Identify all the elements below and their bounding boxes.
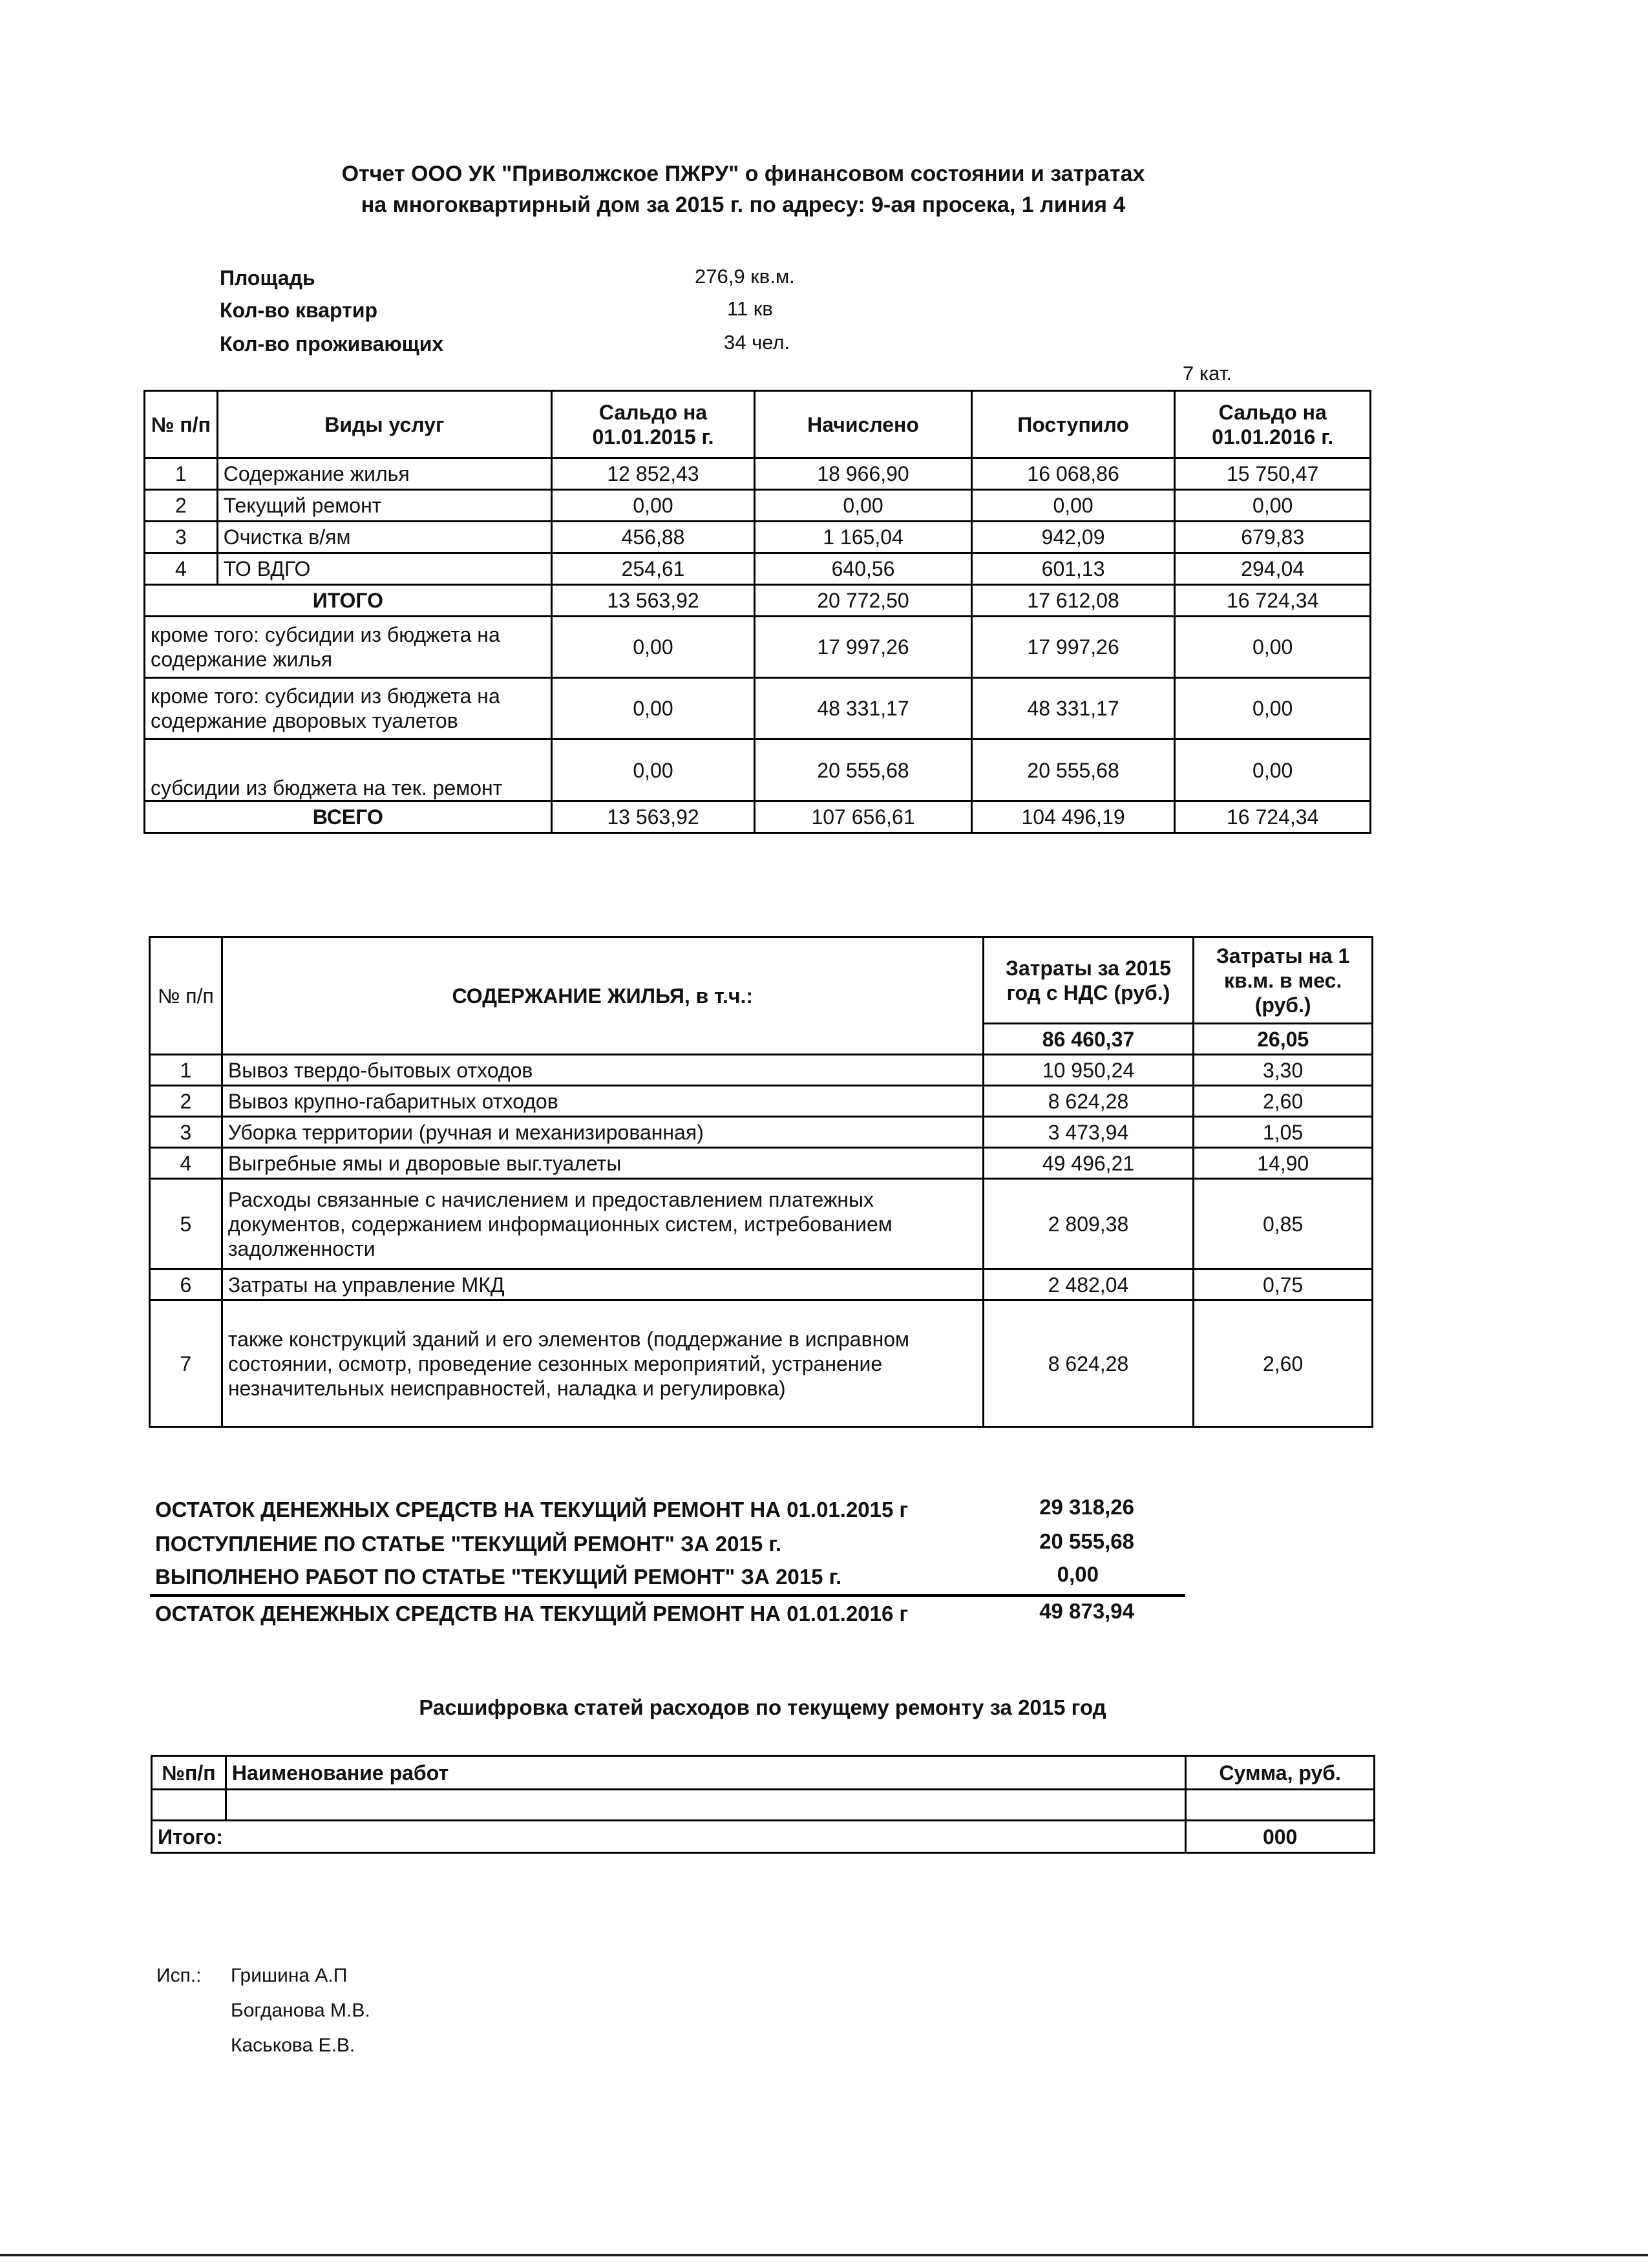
grand-total-label: ВСЕГО [145, 801, 552, 833]
row-num: 6 [150, 1269, 222, 1300]
subsidy-row [145, 739, 1371, 801]
table-row [150, 1269, 1373, 1300]
row-num: 1 [150, 1055, 222, 1086]
total-balance-end: 16 724,34 [1175, 585, 1371, 617]
col-num-header: №п/п [152, 1756, 226, 1790]
row-charged: 0,00 [755, 490, 972, 522]
area-label: Площадь [220, 266, 315, 290]
col-work-header: Наименование работ [226, 1756, 1185, 1790]
col-charged-header: Начислено [755, 391, 972, 458]
executor-name: Каськова Е.В. [231, 2035, 355, 2056]
row-unit-cost: 0,75 [1194, 1269, 1373, 1300]
row-num: 3 [150, 1117, 222, 1148]
report-title-line1: Отчет ООО УК "Приволжское ПЖРУ" о финансовом состоянии и затратах [341, 162, 1145, 186]
row-charged: 18 966,90 [755, 458, 972, 490]
row-charged: 1 165,04 [755, 522, 972, 553]
subsidy-balance-end: 0,00 [1175, 617, 1371, 678]
unit-cost-total: 26,05 [1194, 1024, 1373, 1055]
col-received-header: Поступило [971, 391, 1175, 458]
row-balance-start: 254,61 [551, 553, 755, 585]
repair-balance-start-value: 29 318,26 [1039, 1495, 1134, 1519]
table-row [150, 1179, 1373, 1269]
total-received: 17 612,08 [971, 585, 1175, 617]
subsidy-row [145, 678, 1371, 739]
subsidy-received: 48 331,17 [971, 678, 1175, 739]
row-num: 4 [150, 1148, 222, 1179]
table-row [145, 553, 1371, 585]
breakdown-total-row [152, 1821, 1375, 1853]
row-balance-end: 15 750,47 [1175, 458, 1371, 490]
row-item: также конструкций зданий и его элементов (поддержание в исправном состоянии, осмотр, проведение сезонных мероприятий, устранение незначительных неисправностей, наладка и регулировка) [222, 1300, 983, 1427]
subsidy-balance-start: 0,00 [551, 739, 755, 801]
subsidy-name: субсидии из бюджета на тек. ремонт [145, 739, 552, 801]
row-num: 1 [145, 458, 218, 490]
row-item: Затраты на управление МКД [222, 1269, 983, 1300]
row-unit-cost: 3,30 [1194, 1055, 1373, 1086]
repair-balance-end-value: 49 873,94 [1039, 1599, 1134, 1623]
row-num: 2 [150, 1086, 222, 1117]
row-service: Содержание жилья [217, 458, 551, 490]
repair-balance-end-label: ОСТАТОК ДЕНЕЖНЫХ СРЕДСТВ НА ТЕКУЩИЙ РЕМОНТ НА 01.01.2016 г [155, 1602, 909, 1626]
table-row [145, 458, 1371, 490]
row-unit-cost: 14,90 [1194, 1148, 1373, 1179]
category-label: 7 кат. [1183, 362, 1232, 385]
row-received: 0,00 [971, 490, 1175, 522]
subsidy-charged: 48 331,17 [755, 678, 972, 739]
subsidy-name: кроме того: субсидии из бюджета на содержание жилья [145, 617, 552, 678]
row-annual-cost: 8 624,28 [983, 1300, 1194, 1427]
residents-value: 34 чел. [724, 331, 790, 354]
col-balance-start-header: Сальдо на 01.01.2015 г. [551, 391, 755, 458]
total-row [145, 585, 1371, 617]
finance-header-row [145, 391, 1371, 458]
subsidy-received: 17 997,26 [971, 617, 1175, 678]
table-row [150, 1086, 1373, 1117]
row-annual-cost: 2 809,38 [983, 1179, 1194, 1269]
executor-name: Богданова М.В. [231, 2000, 370, 2021]
row-annual-cost: 49 496,21 [983, 1148, 1194, 1179]
row-unit-cost: 1,05 [1194, 1117, 1373, 1148]
col-item-header: СОДЕРЖАНИЕ ЖИЛЬЯ, в т.ч.: [222, 937, 983, 1055]
col-num-header: № п/п [145, 391, 218, 458]
costs-header-row [150, 937, 1373, 1024]
row-item: Расходы связанные с начислением и предоставлением платежных документов, содержанием информационных систем, истребованием задолженности [222, 1179, 983, 1269]
grand-received: 104 496,19 [971, 801, 1175, 833]
row-annual-cost: 10 950,24 [983, 1055, 1194, 1086]
table-row [145, 490, 1371, 522]
row-received: 601,13 [971, 553, 1175, 585]
row-annual-cost: 2 482,04 [983, 1269, 1194, 1300]
row-num: 3 [145, 522, 218, 553]
breakdown-title: Расшифровка статей расходов по текущему ремонту за 2015 год [419, 1695, 1106, 1719]
summary-divider [150, 1594, 1185, 1597]
annual-cost-total: 86 460,37 [983, 1024, 1194, 1055]
row-unit-cost: 2,60 [1194, 1086, 1373, 1117]
col-unit-cost-header: Затраты на 1 кв.м. в мес. (руб.) [1194, 937, 1373, 1024]
subsidy-charged: 20 555,68 [755, 739, 972, 801]
table-row [150, 1300, 1373, 1427]
breakdown-empty-row [152, 1790, 1375, 1821]
col-sum-header: Сумма, руб. [1186, 1756, 1375, 1790]
subsidy-balance-end: 0,00 [1175, 678, 1371, 739]
row-service: Текущий ремонт [217, 490, 551, 522]
total-charged: 20 772,50 [755, 585, 972, 617]
row-received: 942,09 [971, 522, 1175, 553]
area-value: 276,9 кв.м. [695, 265, 795, 288]
grand-balance-start: 13 563,92 [551, 801, 755, 833]
row-balance-end: 294,04 [1175, 553, 1371, 585]
row-annual-cost: 3 473,94 [983, 1117, 1194, 1148]
repair-income-label: ПОСТУПЛЕНИЕ ПО СТАТЬЕ "ТЕКУЩИЙ РЕМОНТ" ЗА 2015 г. [155, 1532, 781, 1556]
row-balance-start: 456,88 [551, 522, 755, 553]
row-unit-cost: 0,85 [1194, 1179, 1373, 1269]
empty-cell [226, 1790, 1185, 1821]
col-annual-cost-header: Затраты за 2015 год с НДС (руб.) [983, 937, 1194, 1024]
total-label: ИТОГО [145, 585, 552, 617]
row-annual-cost: 8 624,28 [983, 1086, 1194, 1117]
subsidy-row [145, 617, 1371, 678]
executors-label: Исп.: [156, 1965, 202, 1986]
row-num: 2 [145, 490, 218, 522]
repair-works-value: 0,00 [1057, 1562, 1099, 1586]
row-num: 4 [145, 553, 218, 585]
row-service: ТО ВДГО [217, 553, 551, 585]
residents-label: Кол-во проживающих [220, 332, 444, 355]
subsidy-received: 20 555,68 [971, 739, 1175, 801]
breakdown-total-label: Итого: [152, 1821, 1186, 1853]
scan-edge-line [0, 2254, 1648, 2256]
col-service-header: Виды услуг [217, 391, 551, 458]
report-title-line2: на многоквартирный дом за 2015 г. по адресу: 9-ая просека, 1 линия 4 [361, 193, 1126, 217]
finance-table [143, 390, 1371, 834]
repair-balance-start-label: ОСТАТОК ДЕНЕЖНЫХ СРЕДСТВ НА ТЕКУЩИЙ РЕМОНТ НА 01.01.2015 г [155, 1498, 909, 1521]
breakdown-table [151, 1755, 1375, 1854]
row-balance-start: 12 852,43 [551, 458, 755, 490]
breakdown-total-value: 000 [1186, 1821, 1375, 1853]
row-received: 16 068,86 [971, 458, 1175, 490]
subsidy-charged: 17 997,26 [755, 617, 972, 678]
row-item: Вывоз крупно-габаритных отходов [222, 1086, 983, 1117]
table-row [150, 1055, 1373, 1086]
row-service: Очистка в/ям [217, 522, 551, 553]
table-row [150, 1148, 1373, 1179]
total-balance-start: 13 563,92 [551, 585, 755, 617]
row-item: Вывоз твердо-бытовых отходов [222, 1055, 983, 1086]
apartments-label: Кол-во квартир [220, 299, 378, 322]
breakdown-header-row [152, 1756, 1375, 1790]
empty-cell [1186, 1790, 1375, 1821]
row-charged: 640,56 [755, 553, 972, 585]
grand-charged: 107 656,61 [755, 801, 972, 833]
subsidy-balance-start: 0,00 [551, 617, 755, 678]
table-row [150, 1117, 1373, 1148]
table-row [145, 522, 1371, 553]
col-num-header: № п/п [150, 937, 222, 1055]
subsidy-name: кроме того: субсидии из бюджета на содержание дворовых туалетов [145, 678, 552, 739]
row-num: 5 [150, 1179, 222, 1269]
executor-name: Гришина А.П [231, 1965, 348, 1986]
row-unit-cost: 2,60 [1194, 1300, 1373, 1427]
grand-total-row [145, 801, 1371, 833]
row-balance-end: 679,83 [1175, 522, 1371, 553]
empty-cell [152, 1790, 226, 1821]
row-item: Уборка территории (ручная и механизированная) [222, 1117, 983, 1148]
col-balance-end-header: Сальдо на 01.01.2016 г. [1175, 391, 1371, 458]
row-num: 7 [150, 1300, 222, 1427]
row-balance-start: 0,00 [551, 490, 755, 522]
row-balance-end: 0,00 [1175, 490, 1371, 522]
subsidy-balance-start: 0,00 [551, 678, 755, 739]
apartments-value: 11 кв [727, 297, 773, 320]
repair-income-value: 20 555,68 [1039, 1529, 1134, 1553]
subsidy-balance-end: 0,00 [1175, 739, 1371, 801]
grand-balance-end: 16 724,34 [1175, 801, 1371, 833]
row-item: Выгребные ямы и дворовые выг.туалеты [222, 1148, 983, 1179]
repair-works-label: ВЫПОЛНЕНО РАБОТ ПО СТАТЬЕ "ТЕКУЩИЙ РЕМОНТ" ЗА 2015 г. [155, 1565, 842, 1589]
housing-costs-table [149, 936, 1373, 1428]
